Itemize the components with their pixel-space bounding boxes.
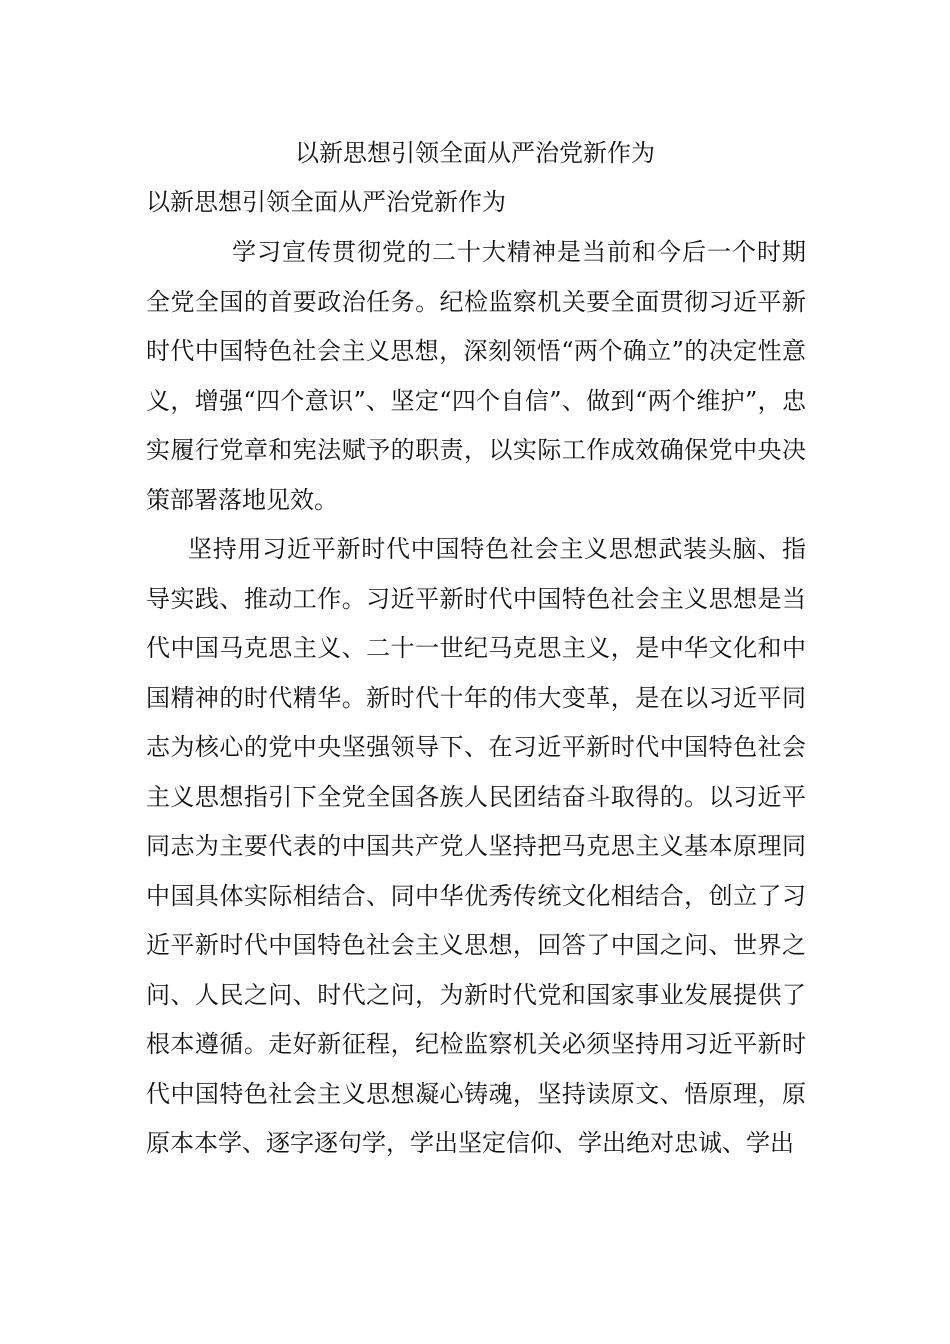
document-subtitle: 以新思想引领全面从严治党新作为	[146, 188, 506, 216]
paragraph-1: 学习宣传贯彻党的二十大精神是当前和今后一个时期全党全国的首要政治任务。纪检监察机关要全面贯彻习近平新时代中国特色社会主义思想，深刻领悟“两个确立”的决定性意义，增强“四个意识”、坚定“四个自信”、做到“两个维护”，忠实履行党章和宪法赋予的职责，以实际工作成效确保党中央决策部署落地见效。	[146, 238, 806, 514]
paragraph-2: 坚持用习近平新时代中国特色社会主义思想武装头脑、指导实践、推动工作。习近平新时代中国特色社会主义思想是当代中国马克思主义、二十一世纪马克思主义，是中华文化和中国精神的时代精华。新时代十年的伟大变革，是在以习近平同志为核心的党中央坚强领导下、在习近平新时代中国特色社会主义思想指引下全党全国各族人民团结奋斗取得的。以习近平同志为主要代表的中国共产党人坚持把马克思主义基本原理同中国具体实际相结合、同中华优秀传统文化相结合，创立了习近平新时代中国特色社会主义思想，回答了中国之问、世界之问、人民之问、时代之问，为新时代党和国家事业发展提供了根本遵循。走好新征程，纪检监察机关必须坚持用习近平新时代中国特色社会主义思想凝心铸魂，坚持读原文、悟原理，原原本本学、逐字逐句学，学出坚定信仰、学出绝对忠诚、学出	[146, 535, 806, 1157]
document-title: 以新思想引领全面从严治党新作为	[295, 139, 655, 167]
document-body	[146, 228, 806, 1169]
